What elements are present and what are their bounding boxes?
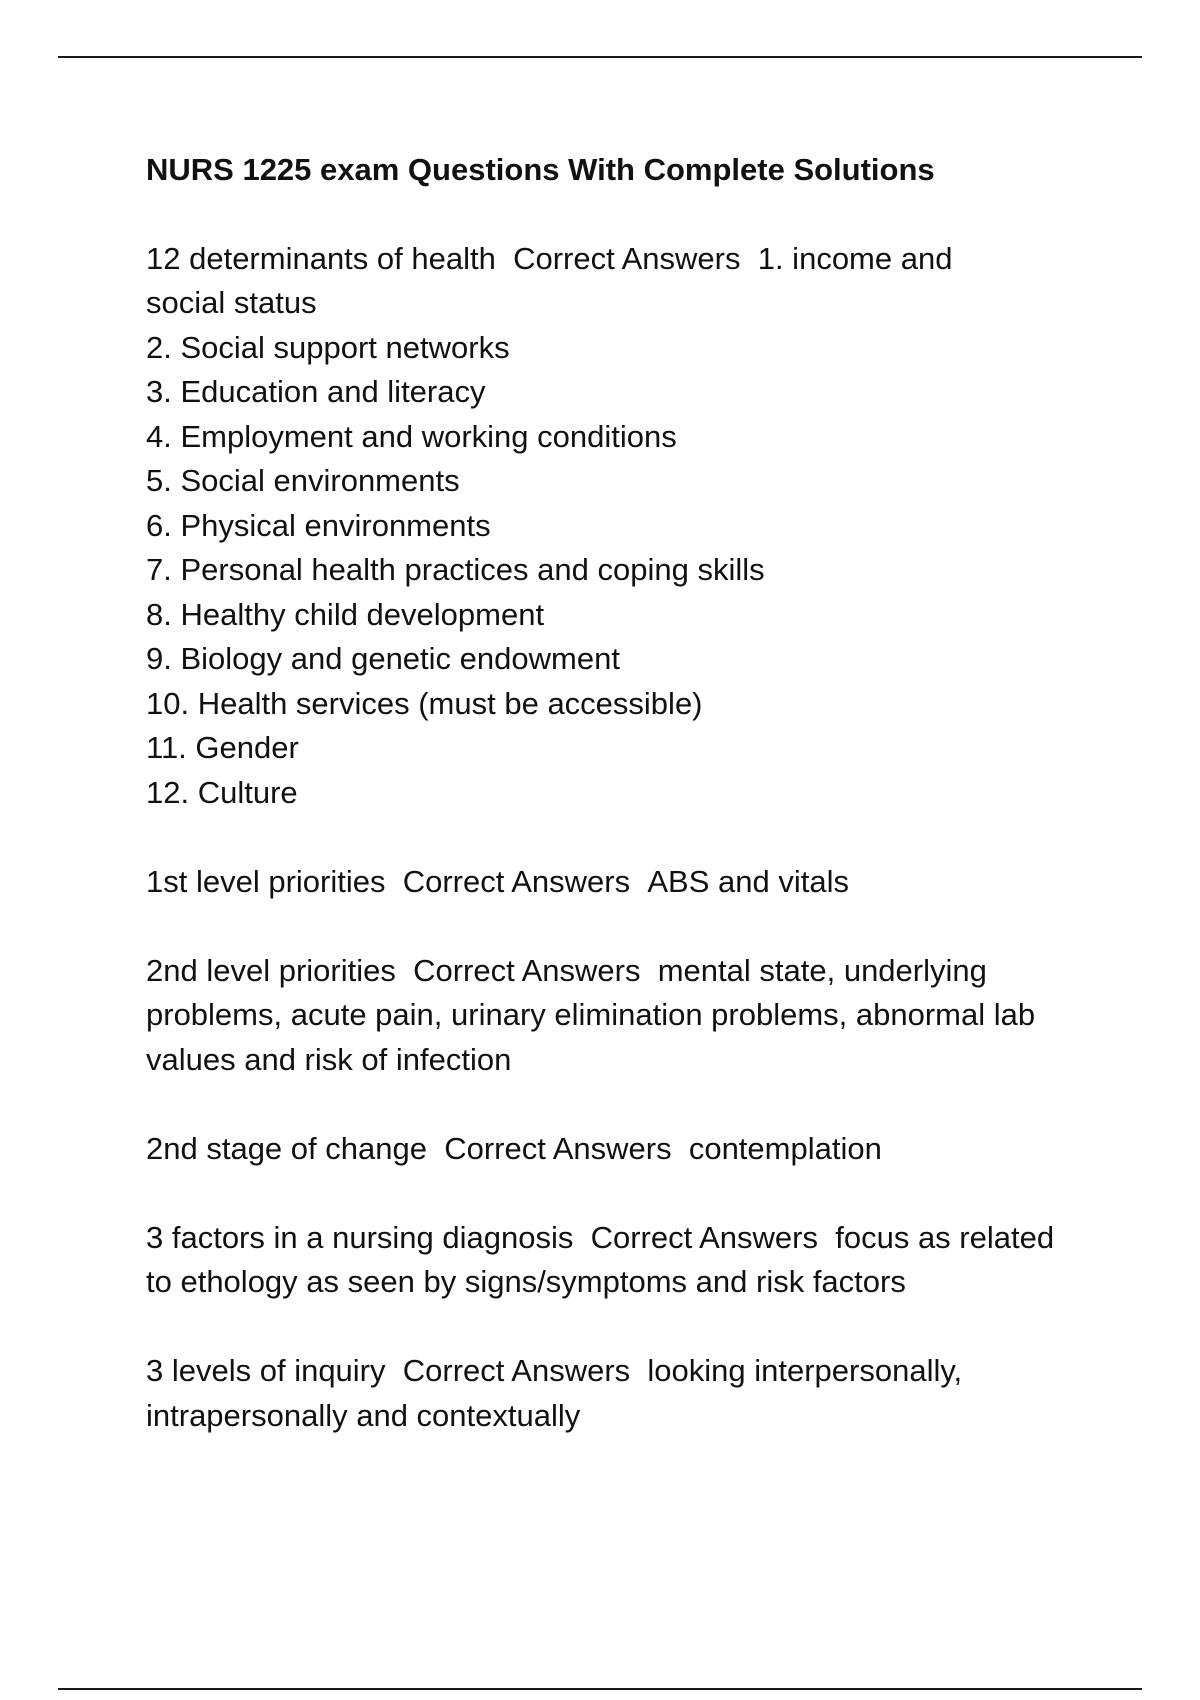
question-text: 3 factors in a nursing diagnosis	[146, 1219, 574, 1255]
answer-marker: Correct Answers	[513, 240, 741, 276]
answer-line: 9. Biology and genetic endowment	[146, 641, 620, 676]
answer-marker: Correct Answers	[402, 863, 631, 899]
document-body	[146, 148, 1086, 1483]
answer-marker: Correct Answers	[590, 1219, 818, 1255]
answer-line: 11. Gender	[146, 730, 299, 765]
answer-line: 8. Healthy child development	[146, 596, 545, 632]
qa-item	[146, 1349, 1086, 1438]
qa-item	[146, 1216, 1086, 1305]
answer-text: ABS and vitals	[647, 863, 849, 899]
answer-marker: Correct Answers	[413, 952, 641, 988]
answer-line: 4. Employment and working conditions	[146, 418, 677, 454]
question-text: 3 levels of inquiry	[146, 1353, 386, 1388]
answer-line: 5. Social environments	[146, 463, 460, 498]
answer-text: 1. income and	[757, 240, 953, 276]
qa-item	[146, 237, 1086, 816]
bottom-rule	[58, 1688, 1142, 1690]
question-text: 1st level priorities	[146, 863, 386, 899]
answer-line: 10. Health services (must be accessible)	[146, 685, 703, 721]
qa-item	[146, 1127, 1086, 1172]
answer-line: 7. Personal health practices and coping skills	[146, 552, 765, 587]
document-title: NURS 1225 exam Questions With Complete Solutions	[146, 152, 935, 187]
answer-marker: Correct Answers	[444, 1130, 672, 1166]
answer-line: social status	[146, 285, 317, 320]
qa-item	[146, 860, 1086, 905]
answer-line: 3. Education and literacy	[146, 374, 486, 409]
answer-line: 2. Social support networks	[146, 329, 510, 365]
qa-item	[146, 949, 1086, 1083]
answer-text: focus as related to ethology as seen by signs/symptoms and risk factors	[146, 1219, 1055, 1299]
question-text: 2nd stage of change	[146, 1130, 427, 1166]
answer-list	[146, 281, 1086, 815]
answer-line: 12. Culture	[146, 774, 298, 810]
question-text: 12 determinants of health	[146, 240, 496, 276]
answer-text: contemplation	[688, 1130, 882, 1166]
answer-text: looking interpersonally, intrapersonally and contextually	[146, 1353, 963, 1433]
answer-line: 6. Physical environments	[146, 507, 491, 543]
top-rule	[58, 56, 1142, 58]
answer-text: mental state, underlying problems, acute pain, urinary elimination problems, abnormal lab values and risk of infection	[146, 952, 1036, 1077]
qa-first-line	[146, 237, 1086, 282]
question-text: 2nd level priorities	[146, 952, 396, 988]
answer-marker: Correct Answers	[402, 1353, 631, 1388]
